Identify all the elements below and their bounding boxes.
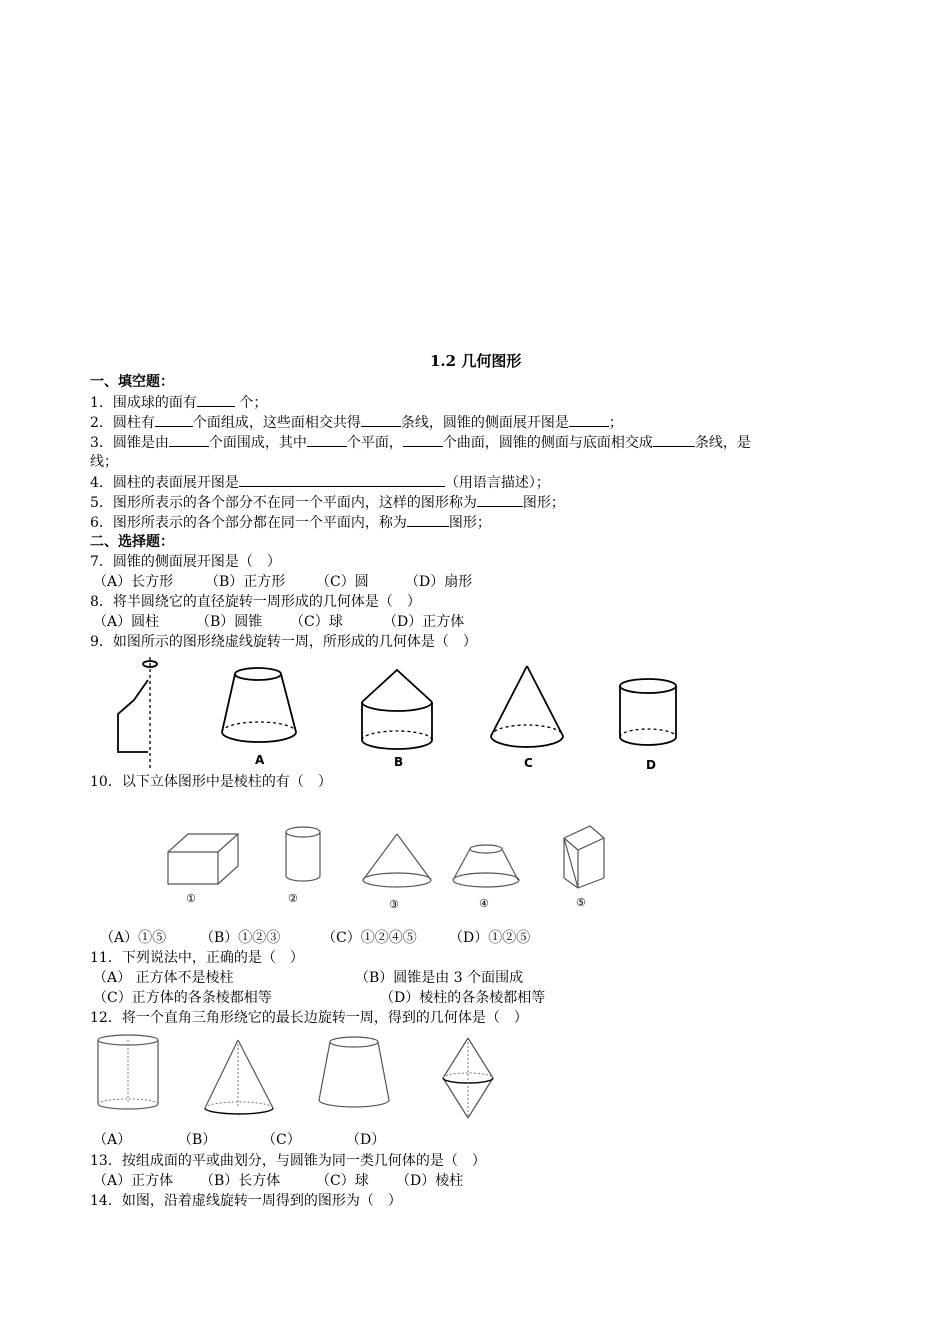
q1-blank[interactable] (197, 392, 235, 407)
q2-text-d: ； (608, 415, 623, 431)
q11-option-d[interactable]: （D）棱柱的各条棱都相等 (380, 990, 546, 1006)
q3-text: 3．圆锥是由 (90, 435, 169, 451)
q2-blank-2[interactable] (361, 412, 401, 427)
q6-text-b: 图形； (448, 515, 491, 531)
q9-label-a: A (255, 753, 265, 767)
q11-option-c[interactable]: （C）正方体的各条棱都相等 (93, 990, 272, 1006)
q10-figure-5-prism (564, 826, 604, 909)
q9-option-a-figure[interactable] (222, 668, 296, 767)
q10-figure (160, 822, 620, 912)
question-3 (90, 432, 751, 453)
q12-figure-a-cylinder (98, 1035, 158, 1109)
q2-text-b: 个面组成，这些面相交共得 (192, 415, 361, 431)
q2-text: 2．圆柱有 (90, 415, 155, 431)
q5-text-b: 图形； (522, 495, 565, 511)
question-13: 13．按组成面的平或曲划分，与圆锥为同一类几何体的是（ ） (90, 1153, 486, 1169)
question-11: 11．下列说法中，正确的是（ ） (90, 950, 304, 966)
q10-label-2: ② (288, 892, 298, 905)
q7-option-a[interactable]: （A）长方形 (93, 574, 174, 590)
question-1 (90, 392, 267, 413)
q12-option-a[interactable]: （A） (93, 1132, 132, 1148)
q4-blank[interactable] (239, 472, 445, 487)
question-7: 7．圆锥的侧面展开图是（ ） (90, 554, 281, 570)
q6-text: 6．图形所表示的各个部分都在同一个平面内，称为 (90, 515, 407, 531)
q8-option-a[interactable]: （A）圆柱 (93, 614, 160, 630)
question-9: 9．如图所示的图形绕虚线旋转一周，所形成的几何体是（ ） (90, 634, 477, 650)
q3-text-b: 个面围成，其中 (208, 435, 307, 451)
q4-text: 4．圆柱的表面展开图是 (90, 475, 239, 491)
question-14: 14．如图，沿着虚线旋转一周得到的图形为（ ） (90, 1193, 402, 1209)
q10-figure-4-frustum (453, 845, 519, 910)
q10-figure-3-cone (363, 834, 431, 911)
q12-option-d[interactable]: （D） (346, 1132, 386, 1148)
q9-option-c-figure[interactable] (491, 666, 563, 770)
q4-text-b: （用语言描述）； (444, 475, 550, 491)
q1-text: 1．围成球的面有 (90, 395, 197, 411)
q1-text-end: 个； (234, 395, 268, 411)
section-fill-heading: 一、填空题： (90, 374, 174, 390)
q12-option-b[interactable]: （B） (178, 1132, 217, 1148)
q3-blank-1[interactable] (169, 432, 209, 447)
q9-figure (100, 652, 720, 772)
q9-option-b-figure[interactable] (362, 670, 432, 769)
question-3-cont: 线； (90, 454, 118, 470)
q5-blank[interactable] (477, 492, 523, 507)
q10-option-a[interactable]: （A）①⑤ (100, 930, 167, 946)
q9-source-shape (118, 657, 157, 770)
q13-option-d[interactable]: （D）棱柱 (396, 1173, 464, 1189)
q3-text-e: 条线，是 (694, 435, 751, 451)
question-4 (90, 472, 550, 493)
q11-option-b[interactable]: （B）圆锥是由 3 个面围成 (355, 970, 524, 986)
q10-option-b[interactable]: （B）①②③ (200, 930, 281, 946)
q13-option-b[interactable]: （B）长方体 (200, 1173, 281, 1189)
q7-option-d[interactable]: （D）扇形 (405, 574, 473, 590)
q6-blank[interactable] (407, 512, 449, 527)
q12-figure (90, 1032, 510, 1122)
q10-figure-1-cuboid (168, 834, 238, 905)
q8-option-d[interactable]: （D）正方体 (383, 614, 465, 630)
q8-option-c[interactable]: （C）球 (290, 614, 343, 630)
q3-text-c: 个平面， (346, 435, 403, 451)
page-title: 1.2 几何图形 (430, 352, 522, 370)
q10-label-5: ⑤ (576, 896, 586, 909)
q3-blank-2[interactable] (307, 432, 347, 447)
q7-option-c[interactable]: （C）圆 (316, 574, 369, 590)
q12-option-c[interactable]: （C） (262, 1132, 301, 1148)
question-5 (90, 492, 565, 513)
q8-option-b[interactable]: （B）圆锥 (196, 614, 263, 630)
question-6 (90, 512, 491, 533)
question-8: 8．将半圆绕它的直径旋转一周形成的几何体是（ ） (90, 594, 421, 610)
q12-figure-d-double-cone (443, 1038, 493, 1118)
q9-label-d: D (646, 758, 656, 772)
q9-label-b: B (394, 755, 404, 769)
q13-option-c[interactable]: （C）球 (316, 1173, 369, 1189)
question-12: 12．将一个直角三角形绕它的最长边旋转一周，得到的几何体是（ ） (90, 1010, 528, 1026)
q5-text: 5．图形所表示的各个部分不在同一个平面内，这样的图形称为 (90, 495, 477, 511)
q3-blank-4[interactable] (653, 432, 695, 447)
section-choice-heading: 二、选择题： (90, 534, 174, 550)
q10-label-4: ④ (479, 897, 489, 910)
q11-option-a[interactable]: （A） 正方体不是棱柱 (93, 970, 234, 986)
q12-figure-c-frustum (319, 1037, 389, 1107)
q2-blank-1[interactable] (155, 412, 193, 427)
q10-option-c[interactable]: （C）①②④⑤ (322, 930, 417, 946)
q9-option-d-figure[interactable] (620, 679, 676, 772)
q10-figure-2-cylinder (286, 827, 320, 905)
q3-text-d: 个曲面，圆锥的侧面与底面相交成 (442, 435, 653, 451)
q10-label-1: ① (186, 892, 196, 905)
q10-option-d[interactable]: （D）①②⑤ (449, 930, 531, 946)
q13-option-a[interactable]: （A）正方体 (93, 1173, 174, 1189)
q2-blank-3[interactable] (569, 412, 609, 427)
question-10: 10．以下立体图形中是棱柱的有（ ） (90, 774, 332, 790)
q2-text-c: 条线，圆锥的侧面展开图是 (400, 415, 569, 431)
q12-figure-b-cone (205, 1040, 273, 1114)
q10-label-3: ③ (389, 898, 399, 911)
q9-label-c: C (524, 756, 533, 770)
q3-blank-3[interactable] (403, 432, 443, 447)
q7-option-b[interactable]: （B）正方形 (205, 574, 286, 590)
question-2 (90, 412, 623, 433)
